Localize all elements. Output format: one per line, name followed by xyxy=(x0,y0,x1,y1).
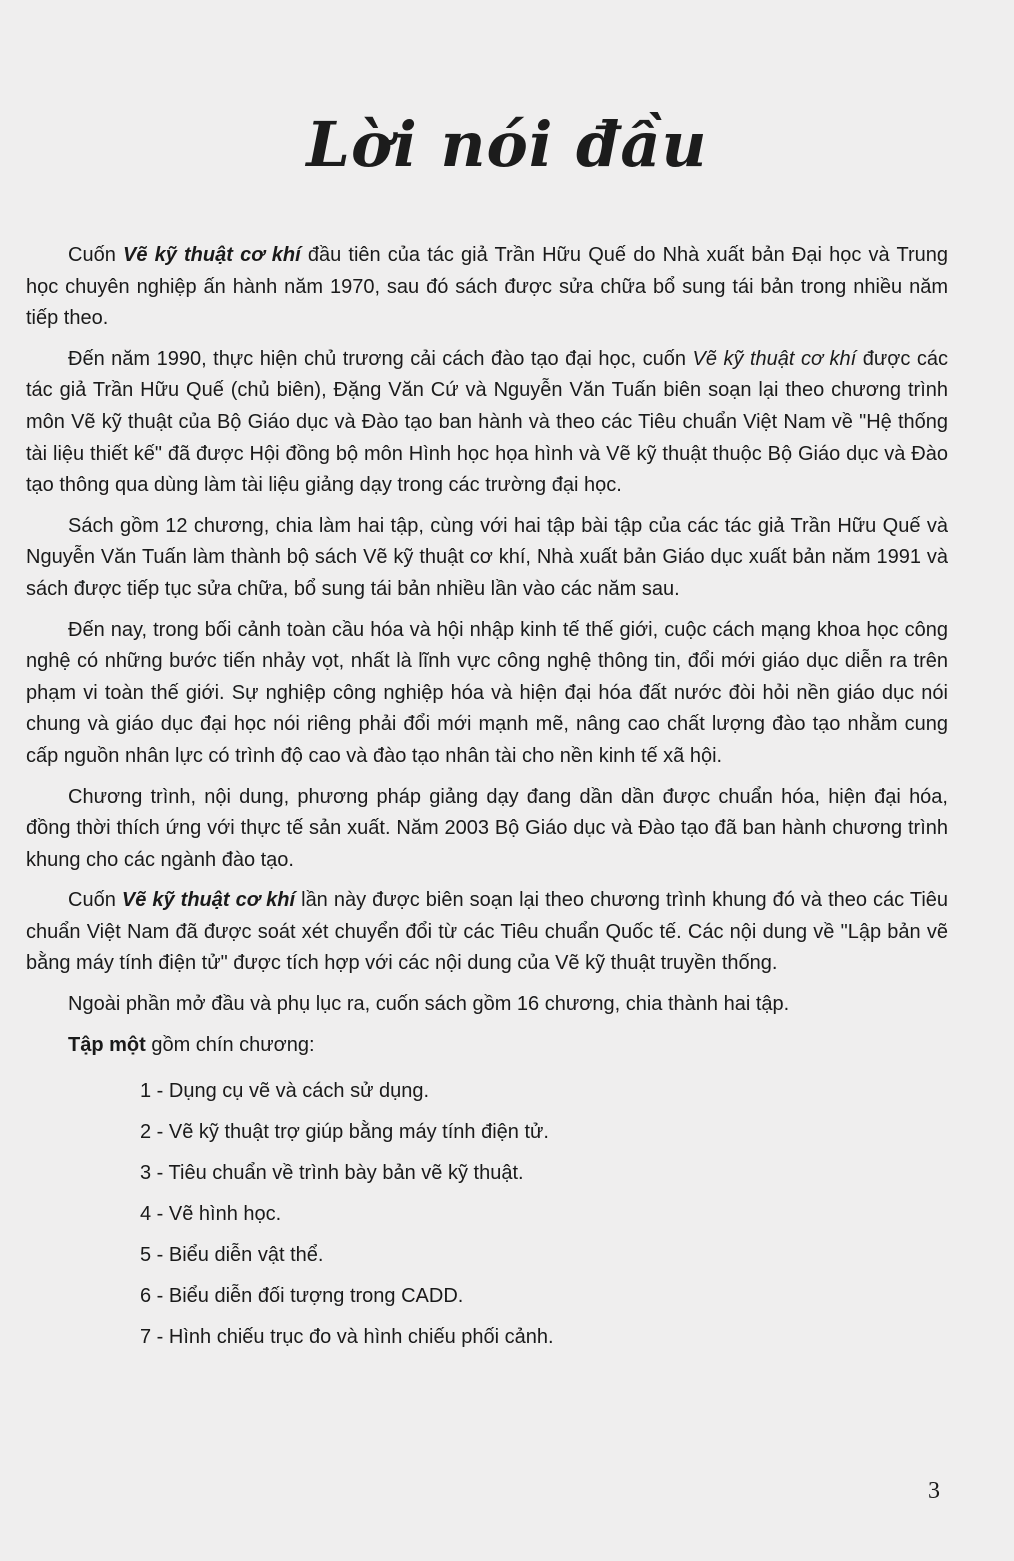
paragraph-text: Đến năm 1990, thực hiện chủ trương cải cách đào tạo đại học, cuốn xyxy=(68,347,693,370)
book-title-emphasis: Vẽ kỹ thuật cơ khí xyxy=(692,347,857,370)
page-title: Lời nói đầu xyxy=(306,108,708,181)
paragraph-2 xyxy=(26,344,948,502)
volume-one-intro xyxy=(26,1030,948,1062)
chapter-item: 6 - Biểu diễn đối tượng trong CADD. xyxy=(140,1285,464,1308)
paragraph-3: Sách gồm 12 chương, chia làm hai tập, cùng với hai tập bài tập của các tác giả Trần Hữu Quế và Nguyễn Văn Tuấn làm thành bộ sách Vẽ kỹ thuật cơ khí, Nhà xuất bản Giáo dục xuất bản năm 1991 và sách được tiếp tục sửa chữa, bổ sung tái bản nhiều lần vào các năm sau. xyxy=(26,514,948,600)
chapter-item: 4 - Vẽ hình học. xyxy=(140,1203,282,1226)
chapter-item: 3 - Tiêu chuẩn về trình bày bản vẽ kỹ thuật. xyxy=(140,1162,524,1185)
chapter-item: 2 - Vẽ kỹ thuật trợ giúp bằng máy tính điện tử. xyxy=(140,1121,549,1144)
paragraph-text: lần này được biên soạn lại theo chương trình khung đó và theo các Tiêu chuẩn Việt Nam đã được soát xét chuyển đổi từ các Tiêu chuẩn Quốc tế. Các nội dung về "Lập bản vẽ bằng máy tính điện tử" được tích hợp với các nội dung của Vẽ kỹ thuật truyền thống. xyxy=(26,889,949,975)
chapter-item: 5 - Biểu diễn vật thể. xyxy=(140,1244,324,1267)
chapter-item: 7 - Hình chiếu trục đo và hình chiếu phối cảnh. xyxy=(140,1326,554,1349)
paragraph-text: được các tác giả Trần Hữu Quế (chủ biên), Đặng Văn Cứ và Nguyễn Văn Tuấn biên soạn lại theo chương trình môn Vẽ kỹ thuật của Bộ Giáo dục và Đào tạo ban hành và theo các Tiêu chuẩn Việt Nam về "Hệ thống tài liệu thiết kế" đã được Hội đồng bộ môn Hình học họa hình và Vẽ kỹ thuật thuộc Bộ Giáo dục và Đào tạo thông qua dùng làm tài liệu giảng dạy trong các trường đại học. xyxy=(26,347,948,497)
paragraph-1 xyxy=(26,240,948,335)
paragraph-5: Chương trình, nội dung, phương pháp giảng dạy đang dần dần được chuẩn hóa, hiện đại hóa, đồng thời thích ứng với thực tế sản xuất. Năm 2003 Bộ Giáo dục và Đào tạo đã ban hành chương trình khung cho các ngành đào tạo. xyxy=(26,785,948,871)
chapter-item: 1 - Dụng cụ vẽ và cách sử dụng. xyxy=(140,1080,430,1103)
volume-label: Tập một xyxy=(68,1033,146,1056)
paragraph-text: đầu tiên của tác giả Trần Hữu Quế do Nhà xuất bản Đại học và Trung học chuyên nghiệp ấn hành năm 1970, sau đó sách được sửa chữa bổ sung tái bản trong nhiều năm tiếp theo. xyxy=(26,244,948,330)
paragraph-6 xyxy=(26,885,948,980)
paragraph-7: Ngoài phần mở đầu và phụ lục ra, cuốn sách gồm 16 chương, chia thành hai tập. xyxy=(68,993,790,1016)
volume-intro-text: gồm chín chương: xyxy=(145,1033,315,1056)
paragraph-4: Đến nay, trong bối cảnh toàn cầu hóa và hội nhập kinh tế thế giới, cuộc cách mạng khoa học công nghệ có những bước tiến nhảy vọt, nhất là lĩnh vực công nghệ thông tin, đổi mới giáo dục diễn ra trên phạm vi toàn thế giới. Sự nghiệp công nghiệp hóa và hiện đại hóa đất nước đòi hỏi nền giáo dục nói chung và giáo dục đại học nói riêng phải đổi mới mạnh mẽ, nâng cao chất lượng đào tạo nhằm cung cấp nguồn nhân lực có trình độ cao và đào tạo nhân tài cho nền kinh tế xã hội. xyxy=(26,618,948,767)
preface-body xyxy=(26,240,948,1358)
chapter-list xyxy=(26,1071,948,1358)
paragraph-text: Cuốn xyxy=(68,889,122,912)
book-title-emphasis: Vẽ kỹ thuật cơ khí xyxy=(121,889,296,912)
book-title-emphasis: Vẽ kỹ thuật cơ khí xyxy=(122,244,301,266)
page-number: 3 xyxy=(928,1478,940,1504)
paragraph-text: Cuốn xyxy=(68,244,123,266)
